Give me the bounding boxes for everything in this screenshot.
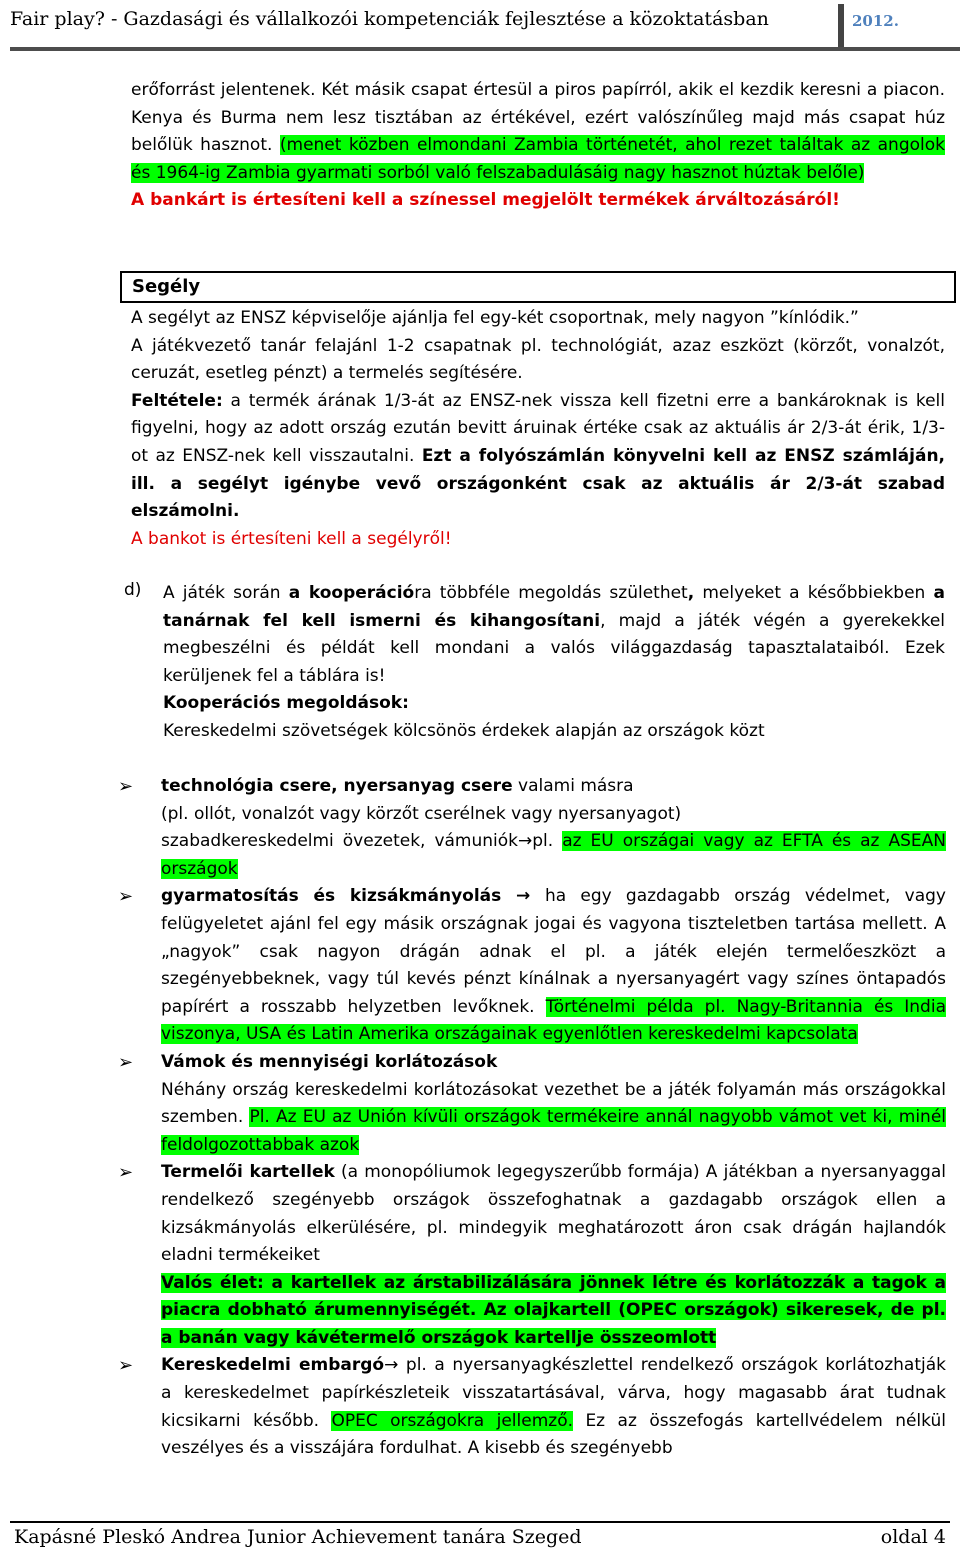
item2-arrow: → — [501, 886, 545, 907]
list-item — [110, 1159, 946, 1352]
item3-bold: Vámok és mennyiségi korlátozások — [161, 1051, 498, 1072]
item2-highlight: Történelmi példa pl. Nagy-Britannia és India viszonya, USA és Latin Amerika országainak egyenlőtlen kereskedelmi kapcsolata — [161, 996, 946, 1045]
section-d-bold-1: a kooperáció — [288, 583, 415, 603]
item1-line2: (pl. ollót, vonalzót vagy körzőt cserélnek vagy nyersanyagot) — [161, 803, 682, 824]
segely-cond-text: a termék árának 1/3-át az ENSZ-nek vissza kell fizetni erre a bankároknak is kell figyelni, hogy az adott ország ezután bevitt áruinak értéke csak az aktuális ár 2/3-át érik, 1/3-ot az ENSZ-nek kell visszautalni. — [131, 390, 945, 466]
segely-red-note: A bankot is értesíteni kell a segélyről! — [131, 528, 452, 549]
item3-highlight: Pl. Az EU az Unión kívüli országok termékeire annál nagyobb vámot vet ki, minél feldolgozottabbak azok — [161, 1107, 946, 1155]
segely-title: Segély — [132, 276, 201, 297]
intro-highlight: (menet közben elmondani Zambia történetét, ahol rezet találtak az angolok és 1964-ig Zambia gyarmati sorból való felszabadulásáig nagy hasznot húztak belőle) — [131, 135, 945, 183]
intro-paragraph — [131, 77, 945, 215]
item4-highlight: Valós élet: a kartellek az árstabilizálására jönnek létre és korlátozzák a tagok a piacra dobható árumennyiségét. Az olajkartell (OPEC országok) sikeresek, de pl. a banán vagy kávétermelő országok kartellje összeomlott — [161, 1272, 946, 1348]
arrow-bullet-icon: ➢ — [118, 1355, 134, 1377]
item5-text: pl. a nyersanyagkészlettel rendelkező országok korlátozhatják a kereskedelmet papírkészleteik visszatartásával, várva, hogy magasabb árat tudnak kicsikarni később. — [161, 1355, 946, 1431]
header-year: 2012. — [852, 12, 899, 30]
page-header — [10, 4, 950, 42]
item5-highlight: OPEC országokra jellemző. — [331, 1410, 573, 1431]
segely-line1: A segélyt az ENSZ képviselője ajánlja fel egy-két csoportnak, mely nagyon ”kínlódik.” — [131, 308, 859, 328]
section-d-text-3: melyeket a későbbiekben — [694, 583, 934, 603]
arrow-bullet-icon: ➢ — [118, 886, 134, 908]
section-d-text-2: ra többféle megoldás születhet — [414, 583, 688, 603]
item1-text: valami másra — [512, 776, 634, 796]
section-d-paragraph — [163, 580, 945, 746]
segely-line2: A játékvezető tanár felajánl 1-2 csapatnak pl. technológiát, azaz eszközt (körzőt, vonalzót, ceruzát, esetleg pénzt) a termelés segítésére. — [131, 335, 945, 384]
list-item — [110, 1049, 946, 1159]
coop-text: Kereskedelmi szövetségek kölcsönös érdekek alapján az országok közt — [163, 720, 765, 741]
section-d-label: d) — [124, 580, 142, 600]
item2-bold: gyarmatosítás és kizsákmányolás — [161, 886, 502, 907]
item1-highlight: az EU országai vagy az EFTA és az ASEAN országok — [161, 831, 946, 879]
intro-text: erőforrást jelentenek. Két másik csapat értesül a piros papírról, akik el kezdik keresni a piacon. Kenya és Burma nem lesz tisztában az értékével, ezért valószínűleg majd más csapat húz belőlük hasznot. — [131, 80, 945, 156]
footer-author: Kapásné Pleskó Andrea Junior Achievement tanára Szeged — [14, 1526, 582, 1548]
list-item — [110, 773, 946, 883]
footer-rule — [10, 1521, 950, 1523]
segely-title-box — [120, 271, 956, 303]
section-d-bold-2: , — [687, 583, 695, 603]
item2-text: ha egy gazdagabb ország védelmet, vagy felügyeletet ajánl fel egy másik országnak jogai és vagyona tiszteletben tartása mellett. A „nagyok” csak nagyon drágán adnak el pl. a játék elején termelőeszközt a szegényebbeknek, vagy túl kevés pénzt kínálnak a nyersanyagért vagy színes öntapadós papírért a rosszabb helyzetben levőknek. — [161, 886, 946, 1017]
section-d-bold-3: a tanárnak fel kell ismerni és kihangosítani — [163, 583, 945, 631]
intro-red-note: A bankárt is értesíteni kell a színessel megjelölt termékek árváltozásáról! — [131, 190, 840, 211]
item4-bold: Termelői kartellek — [161, 1162, 335, 1183]
section-d-text-4: , majd a játék végén a gyerekekkel megbeszélni és példát kell mondani a valós világgazdaság tapasztalataiból. Ezek kerüljenek fel a táblára is! — [163, 610, 945, 686]
item5-bold: Kereskedelmi embargó — [161, 1355, 385, 1376]
item1-pl: pl. — [532, 831, 563, 852]
item5-arrow: → — [384, 1355, 399, 1376]
header-separator — [838, 4, 844, 48]
section-d-text-1: A játék során — [163, 583, 289, 603]
item1-line3: szabadkereskedelmi övezetek, vámuniók — [161, 831, 519, 852]
segely-condition — [131, 388, 945, 526]
item5-text2: Ez az összefogás kartellvédelem nélkül veszélyes és a visszájára fordulhat. A kisebb és szegényebb — [161, 1410, 946, 1459]
arrow-bullet-icon: ➢ — [118, 1051, 134, 1073]
item1-bold: technológia csere, nyersanyag csere — [161, 776, 513, 796]
list-item — [110, 883, 946, 1049]
segely-paragraph — [131, 305, 945, 553]
item1-arrow: → — [518, 831, 533, 852]
arrow-bullet-icon: ➢ — [118, 1162, 134, 1184]
header-rule — [10, 47, 960, 51]
header-title: Fair play? - Gazdasági és vállalkozói kompetenciák fejlesztése a közoktatásban — [10, 8, 769, 30]
item4-text: (a monopóliumok legegyszerűbb formája) A játékban a nyersanyaggal rendelkező szegényebb országok összefoghatnak a gazdagabb országok ellen a kizsákmányolás elkerülésére, pl. mindegyik meghatározott áron csak drágán hajlandók eladni termékeiket — [161, 1162, 946, 1266]
segely-cond-bold: Ezt a folyószámlán könyvelni kell az ENSZ számláján, ill. a segélyt igénybe vevő országonként csak az aktuális ár 2/3-át szabad elszámolni. — [131, 445, 946, 522]
coop-title: Kooperációs megoldások: — [163, 693, 409, 714]
arrow-bullet-icon: ➢ — [118, 776, 134, 797]
segely-cond-label: Feltétele: — [131, 390, 223, 411]
item3-text: Néhány ország kereskedelmi korlátozásokat vezethet be a játék folyamán más országokkal szemben. — [161, 1079, 946, 1128]
list-item — [110, 1352, 946, 1462]
cooperation-list — [110, 773, 946, 1463]
page-number: oldal 4 — [880, 1526, 946, 1548]
